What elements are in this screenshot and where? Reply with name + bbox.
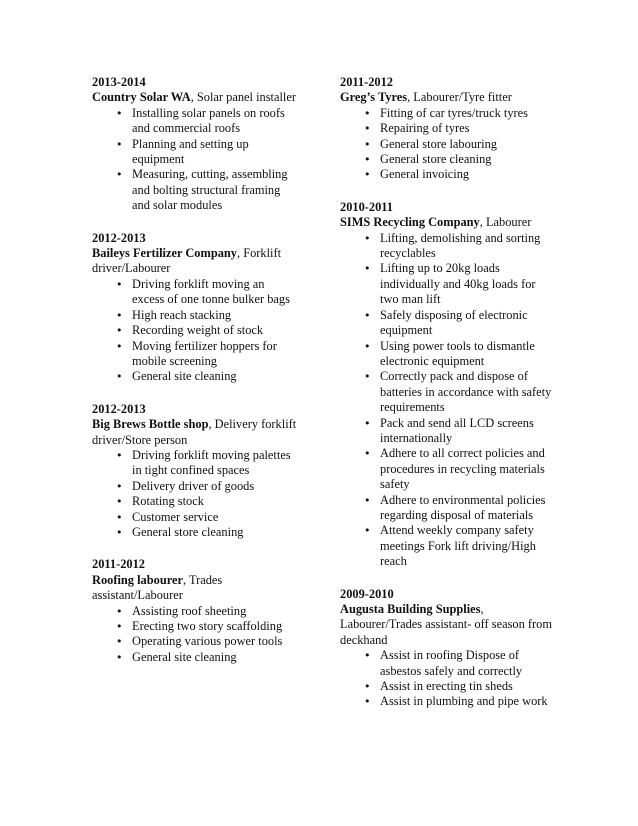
duty-item: • High reach stacking <box>92 308 298 323</box>
duty-item: • Attend weekly company safety meetings Fork lift driving/High reach <box>340 523 552 569</box>
duty-item: • Safely disposing of electronic equipment <box>340 308 552 339</box>
duty-item: • Erecting two story scaffolding <box>92 619 298 634</box>
duty-item: • Correctly pack and dispose of batteries in accordance with safety requirements <box>340 369 552 415</box>
resume-column-left <box>92 75 298 682</box>
duty-item: • Adhere to environmental policies regarding disposal of materials <box>340 493 552 524</box>
job-role: , Labourer <box>479 215 532 230</box>
duty-item: • Lifting up to 20kg loads individually and 40kg loads for two man lift <box>340 261 552 307</box>
job-dates: 2011-2012 <box>340 75 394 89</box>
company-name: Country Solar WA <box>92 90 191 105</box>
duty-item: • Driving forklift moving palettes in tight confined spaces <box>92 448 298 479</box>
job-dates: 2010-2011 <box>340 199 394 214</box>
duties-list <box>340 106 552 183</box>
job-dates: 2012-2013 <box>92 401 146 416</box>
job-role: , Labourer/Tyre fitter <box>407 90 512 105</box>
duty-item: • Pack and send all LCD screens internationally <box>340 416 552 447</box>
job-entry-roofing-labourer <box>92 557 298 665</box>
duty-item: • General store cleaning <box>92 525 298 540</box>
job-dates: 2009-2010 <box>340 586 394 601</box>
job-role: , Delivery forklift driver/Store person <box>92 417 297 447</box>
duty-item: • Assisting roof sheeting <box>92 604 298 619</box>
job-entry-sims-recycling <box>340 200 552 570</box>
duty-item: • Rotating stock <box>92 494 298 509</box>
duty-item: • Using power tools to dismantle electronic equipment <box>340 339 552 370</box>
duty-item: • Moving fertilizer hoppers for mobile screening <box>92 339 298 370</box>
duty-item: • Delivery driver of goods <box>92 479 298 494</box>
duty-item: • Assist in roofing Dispose of asbestos safely and correctly <box>340 648 552 679</box>
job-heading <box>340 215 552 230</box>
job-heading <box>92 246 298 277</box>
job-heading <box>340 90 552 105</box>
duties-list <box>340 648 552 710</box>
job-heading <box>92 90 298 105</box>
duty-item: • General site cleaning <box>92 650 298 665</box>
job-dates: 2012-2013 <box>92 230 146 245</box>
job-entry-country-solar <box>92 75 298 214</box>
duty-item: • Operating various power tools <box>92 634 298 649</box>
duty-item: • Assist in plumbing and pipe work <box>340 694 552 709</box>
duty-item: • Adhere to all correct policies and procedures in recycling materials safety <box>340 446 552 492</box>
job-role: , Solar panel installer <box>190 90 296 105</box>
duty-item: • Driving forklift moving an excess of one tonne bulker bags <box>92 277 298 308</box>
duty-item: • Repairing of tyres <box>340 121 552 136</box>
duties-list <box>340 231 552 570</box>
duty-item: • Fitting of car tyres/truck tyres <box>340 106 552 121</box>
duty-item: • General store labouring <box>340 137 552 152</box>
job-role: , Trades assistant/Labourer <box>92 572 223 603</box>
duties-list <box>92 604 298 666</box>
duty-item: • Measuring, cutting, assembling and bolting structural framing and solar modules <box>92 167 298 213</box>
company-name: Augusta Building Supplies <box>340 602 481 616</box>
company-name: SIMS Recycling Company <box>340 215 480 230</box>
job-entry-big-brews <box>92 402 298 541</box>
duties-list <box>92 277 298 385</box>
job-heading <box>92 417 298 448</box>
duty-item: • Installing solar panels on roofs and commercial roofs <box>92 106 298 137</box>
duty-item: • General store cleaning <box>340 152 552 167</box>
company-name: Big Brews Bottle shop <box>92 417 209 432</box>
job-entry-baileys-fertilizer <box>92 231 298 385</box>
duty-item: • Customer service <box>92 510 298 525</box>
job-heading <box>340 602 552 648</box>
duty-item: • General site cleaning <box>92 369 298 384</box>
job-entry-gregs-tyres <box>340 75 552 183</box>
job-entry-augusta-building <box>340 587 552 710</box>
duties-list <box>92 106 298 214</box>
company-name: Baileys Fertilizer Company <box>92 246 237 261</box>
duty-item: • Recording weight of stock <box>92 323 298 338</box>
duty-item: • Planning and setting up equipment <box>92 137 298 168</box>
company-name: Greg’s Tyres <box>340 90 408 105</box>
job-heading <box>92 573 298 604</box>
job-role: , Labourer/Trades assistant- off season from deckhand <box>340 602 552 647</box>
duty-item: • General invoicing <box>340 167 552 182</box>
job-dates: 2013-2014 <box>92 75 146 89</box>
job-dates: 2011-2012 <box>92 557 146 572</box>
duty-item: • Lifting, demolishing and sorting recyclables <box>340 231 552 262</box>
company-name: Roofing labourer <box>92 572 183 587</box>
duty-item: • Assist in erecting tin sheds <box>340 679 552 694</box>
duties-list <box>92 448 298 540</box>
job-role: , Forklift driver/Labourer <box>92 246 282 276</box>
resume-column-right <box>340 75 552 727</box>
